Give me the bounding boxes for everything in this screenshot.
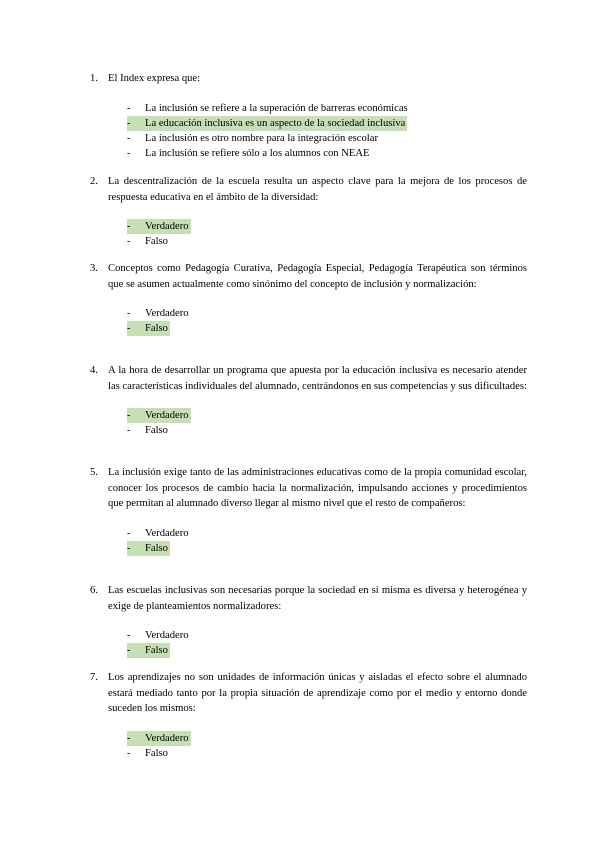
option-item xyxy=(127,306,527,321)
bullet-dash: - xyxy=(127,527,131,539)
bullet-dash: - xyxy=(127,410,131,421)
bullet-dash: - xyxy=(127,236,131,247)
option-label: Verdadero xyxy=(145,410,189,421)
option-item xyxy=(127,146,527,161)
option-item xyxy=(127,101,527,116)
question-number: 7. xyxy=(90,672,98,683)
option-item xyxy=(127,234,527,249)
option-list xyxy=(127,731,527,761)
option-label: Falso xyxy=(145,747,168,759)
option-item-correct xyxy=(127,408,527,423)
bullet-dash: - xyxy=(127,630,131,641)
question-number: 6. xyxy=(90,585,98,596)
option-label: Verdadero xyxy=(145,221,189,232)
bullet-dash: - xyxy=(127,732,131,744)
option-item xyxy=(127,131,527,146)
bullet-dash: - xyxy=(127,132,131,144)
bullet-dash: - xyxy=(127,221,131,232)
question-7 xyxy=(90,670,527,761)
question-text: La inclusión exige tanto de las administraciones educativas como de la propia comunidad escolar, conocer los procesos de cambio hacia la normalización, impulsando acciones y procedimientos que permitan al alumnado diverso llegar al mismo nivel que el resto de compañeros: xyxy=(108,467,527,509)
option-label: La inclusión se refiere sólo a los alumnos con NEAE xyxy=(145,147,370,159)
question-5 xyxy=(90,465,527,556)
bullet-dash: - xyxy=(127,102,131,114)
option-item-correct xyxy=(127,116,527,131)
option-item xyxy=(127,628,527,643)
question-text: Las escuelas inclusivas son necesarias porque la sociedad en sí misma es diversa y heterogénea y exige de planteamientos normalizadores: xyxy=(108,585,527,612)
question-2 xyxy=(90,174,527,249)
bullet-dash: - xyxy=(127,747,131,759)
option-label: Falso xyxy=(145,645,168,656)
option-item xyxy=(127,526,527,541)
bullet-dash: - xyxy=(127,147,131,159)
bullet-dash: - xyxy=(127,117,131,129)
option-item xyxy=(127,423,527,438)
bullet-dash: - xyxy=(127,323,131,334)
option-label: Verdadero xyxy=(145,527,189,539)
option-list xyxy=(127,526,527,556)
option-label: Verdadero xyxy=(145,732,189,744)
option-list xyxy=(127,408,527,438)
question-number: 1. xyxy=(90,73,98,84)
option-label: Falso xyxy=(145,425,168,436)
option-item-correct xyxy=(127,541,527,556)
option-label: La inclusión se refiere a la superación de barreras económicas xyxy=(145,102,408,114)
option-list xyxy=(127,628,527,658)
bullet-dash: - xyxy=(127,645,131,656)
option-list xyxy=(127,306,527,336)
question-text: La descentralización de la escuela resulta un aspecto clave para la mejora de los procesos de respuesta educativa en el ámbito de la diversidad: xyxy=(108,176,527,203)
option-label: Falso xyxy=(145,236,168,247)
question-4 xyxy=(90,363,527,438)
question-3 xyxy=(90,261,527,336)
question-number: 4. xyxy=(90,365,98,376)
option-label: Verdadero xyxy=(145,308,189,319)
option-item-correct xyxy=(127,321,527,336)
question-text: A la hora de desarrollar un programa que apuesta por la educación inclusiva es necesario atender las características individuales del alumnado, centrándonos en sus competencias y sus dificultades: xyxy=(108,365,527,392)
question-text: Conceptos como Pedagogía Curativa, Pedagogía Especial, Pedagogía Terapéutica son términos que se asumen actualmente como sinónimo del concepto de inclusión y normalización: xyxy=(108,263,527,290)
option-label: La inclusión es otro nombre para la integración escolar xyxy=(145,132,378,144)
bullet-dash: - xyxy=(127,542,131,554)
question-number: 5. xyxy=(90,467,98,478)
bullet-dash: - xyxy=(127,308,131,319)
question-text: El Index expresa que: xyxy=(108,73,201,84)
question-number: 2. xyxy=(90,176,98,187)
option-list xyxy=(127,219,527,249)
option-list xyxy=(127,101,527,161)
bullet-dash: - xyxy=(127,425,131,436)
question-6 xyxy=(90,583,527,658)
question-1 xyxy=(90,71,527,161)
option-label: La educación inclusiva es un aspecto de la sociedad inclusiva xyxy=(145,117,406,129)
question-text: Los aprendizajes no son unidades de información únicas y aisladas el efecto sobre el alumnado estará mediado tanto por la propia situación de aprendizaje como por el medio y entorno donde suceden los mismos: xyxy=(108,672,527,714)
option-label: Verdadero xyxy=(145,630,189,641)
option-item xyxy=(127,746,527,761)
option-item-correct xyxy=(127,731,527,746)
option-item-correct xyxy=(127,219,527,234)
option-label: Falso xyxy=(145,542,168,554)
option-item-correct xyxy=(127,643,527,658)
question-number: 3. xyxy=(90,263,98,274)
option-label: Falso xyxy=(145,323,168,334)
